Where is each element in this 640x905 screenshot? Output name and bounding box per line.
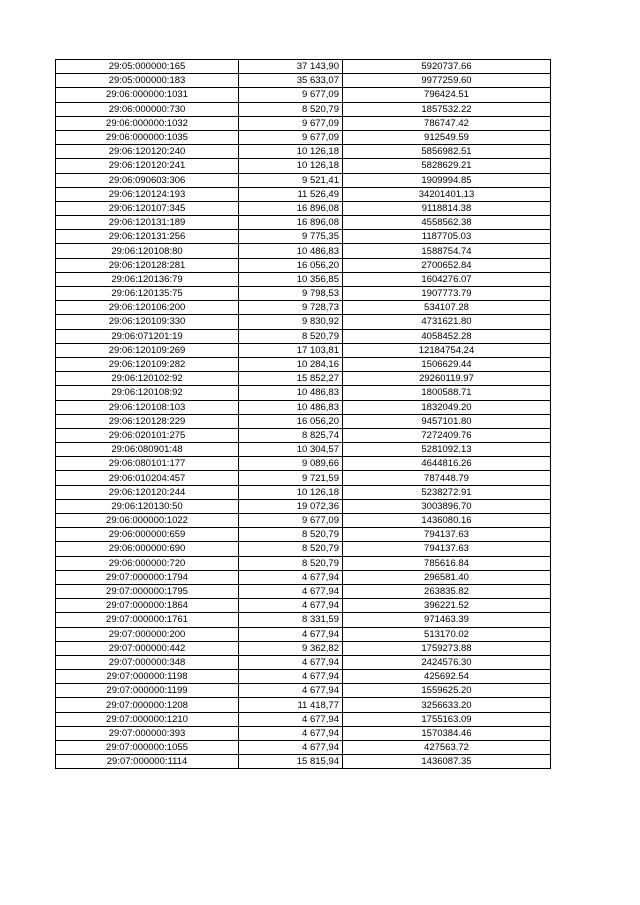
- table-row: [56, 528, 551, 542]
- cost-value-cell: 1857532.22: [343, 102, 551, 116]
- table-row: [56, 670, 551, 684]
- area-value-cell: 10 486,83: [239, 400, 343, 414]
- cadastral-number-cell: 29:06:000000:720: [56, 556, 239, 570]
- cost-value-cell: 4644816.26: [343, 457, 551, 471]
- cost-value-cell: 1800588.71: [343, 386, 551, 400]
- cadastral-number-cell: 29:06:010204:457: [56, 471, 239, 485]
- cadastral-number-cell: 29:06:120109:282: [56, 357, 239, 371]
- area-value-cell: 8 520,79: [239, 542, 343, 556]
- cost-value-cell: 427563.72: [343, 741, 551, 755]
- cost-value-cell: 396221.52: [343, 599, 551, 613]
- cost-value-cell: 1604276.07: [343, 272, 551, 286]
- area-value-cell: 10 356,85: [239, 272, 343, 286]
- cost-value-cell: 1907773.79: [343, 287, 551, 301]
- table-row: [56, 343, 551, 357]
- cadastral-number-cell: 29:06:080901:48: [56, 443, 239, 457]
- area-value-cell: 19 072,36: [239, 499, 343, 513]
- cost-value-cell: 971463.39: [343, 613, 551, 627]
- cost-value-cell: 1506629.44: [343, 357, 551, 371]
- table-row: [56, 542, 551, 556]
- cadastral-number-cell: 29:07:000000:442: [56, 641, 239, 655]
- area-value-cell: 10 486,83: [239, 244, 343, 258]
- table-row: [56, 301, 551, 315]
- cost-value-cell: 3003896.70: [343, 499, 551, 513]
- area-value-cell: 4 677,94: [239, 726, 343, 740]
- cadastral-number-cell: 29:06:120109:269: [56, 343, 239, 357]
- table-row: [56, 726, 551, 740]
- cost-value-cell: 4731621.80: [343, 315, 551, 329]
- table-row: [56, 357, 551, 371]
- area-value-cell: 10 126,18: [239, 485, 343, 499]
- cadastral-number-cell: 29:06:000000:1032: [56, 116, 239, 130]
- table-row: [56, 230, 551, 244]
- cost-value-cell: 534107.28: [343, 301, 551, 315]
- area-value-cell: 35 633,07: [239, 74, 343, 88]
- cadastral-number-cell: 29:06:000000:690: [56, 542, 239, 556]
- area-value-cell: 9 677,09: [239, 514, 343, 528]
- cost-value-cell: 263835.82: [343, 584, 551, 598]
- cost-value-cell: 1436080.16: [343, 514, 551, 528]
- area-value-cell: 9 677,09: [239, 88, 343, 102]
- area-value-cell: 8 825,74: [239, 428, 343, 442]
- table-row: [56, 159, 551, 173]
- cost-value-cell: 786747.42: [343, 116, 551, 130]
- cost-value-cell: 2700652.84: [343, 258, 551, 272]
- cadastral-number-cell: 29:06:071201:19: [56, 329, 239, 343]
- cadastral-number-cell: 29:06:090603:306: [56, 173, 239, 187]
- table-row: [56, 556, 551, 570]
- cost-value-cell: 4558562.38: [343, 216, 551, 230]
- cadastral-number-cell: 29:06:000000:730: [56, 102, 239, 116]
- area-value-cell: 4 677,94: [239, 712, 343, 726]
- area-value-cell: 9 830,92: [239, 315, 343, 329]
- cost-value-cell: 425692.54: [343, 670, 551, 684]
- cost-value-cell: 9118814.38: [343, 201, 551, 215]
- cost-value-cell: 12184754.24: [343, 343, 551, 357]
- cost-value-cell: 3256633.20: [343, 698, 551, 712]
- table-row: [56, 372, 551, 386]
- area-value-cell: 4 677,94: [239, 741, 343, 755]
- cadastral-number-cell: 29:06:120120:241: [56, 159, 239, 173]
- cost-value-cell: 785616.84: [343, 556, 551, 570]
- cost-value-cell: 1187705.03: [343, 230, 551, 244]
- table-row: [56, 145, 551, 159]
- table-row: [56, 74, 551, 88]
- cost-value-cell: 796424.51: [343, 88, 551, 102]
- cadastral-number-cell: 29:07:000000:1208: [56, 698, 239, 712]
- cost-value-cell: 1909994.85: [343, 173, 551, 187]
- data-table: [55, 59, 551, 769]
- cost-value-cell: 29260119.97: [343, 372, 551, 386]
- cost-value-cell: 5920737.66: [343, 60, 551, 74]
- cost-value-cell: 1570384.46: [343, 726, 551, 740]
- area-value-cell: 4 677,94: [239, 684, 343, 698]
- cadastral-number-cell: 29:07:000000:1864: [56, 599, 239, 613]
- area-value-cell: 16 056,20: [239, 258, 343, 272]
- area-value-cell: 8 520,79: [239, 556, 343, 570]
- cost-value-cell: 912549.59: [343, 130, 551, 144]
- area-value-cell: 17 103,81: [239, 343, 343, 357]
- cadastral-number-cell: 29:06:120120:244: [56, 485, 239, 499]
- table-row: [56, 684, 551, 698]
- cadastral-number-cell: 29:06:120106:200: [56, 301, 239, 315]
- table-row: [56, 187, 551, 201]
- cadastral-number-cell: 29:07:000000:200: [56, 627, 239, 641]
- table-row: [56, 173, 551, 187]
- area-value-cell: 9 362,82: [239, 641, 343, 655]
- area-value-cell: 4 677,94: [239, 627, 343, 641]
- cadastral-number-cell: 29:06:120128:229: [56, 414, 239, 428]
- cadastral-number-cell: 29:06:120128:281: [56, 258, 239, 272]
- cadastral-number-cell: 29:07:000000:1794: [56, 570, 239, 584]
- cadastral-number-cell: 29:07:000000:1795: [56, 584, 239, 598]
- table-row: [56, 60, 551, 74]
- cost-value-cell: 1559625.20: [343, 684, 551, 698]
- table-row: [56, 755, 551, 769]
- cost-value-cell: 1755163.09: [343, 712, 551, 726]
- table-row: [56, 599, 551, 613]
- table-row: [56, 514, 551, 528]
- table-row: [56, 655, 551, 669]
- table-row: [56, 471, 551, 485]
- cadastral-number-cell: 29:06:120108:92: [56, 386, 239, 400]
- cost-value-cell: 2424576.30: [343, 655, 551, 669]
- area-value-cell: 9 521,41: [239, 173, 343, 187]
- cadastral-number-cell: 29:06:000000:1035: [56, 130, 239, 144]
- area-value-cell: 4 677,94: [239, 599, 343, 613]
- area-value-cell: 15 852,27: [239, 372, 343, 386]
- area-value-cell: 8 520,79: [239, 102, 343, 116]
- cost-value-cell: 794137.63: [343, 528, 551, 542]
- cadastral-number-cell: 29:07:000000:1761: [56, 613, 239, 627]
- area-value-cell: 9 677,09: [239, 116, 343, 130]
- area-value-cell: 15 815,94: [239, 755, 343, 769]
- table-row: [56, 386, 551, 400]
- table-row: [56, 741, 551, 755]
- cadastral-number-cell: 29:07:000000:1210: [56, 712, 239, 726]
- cadastral-number-cell: 29:06:020101:275: [56, 428, 239, 442]
- cadastral-number-cell: 29:06:120135:75: [56, 287, 239, 301]
- cost-value-cell: 34201401.13: [343, 187, 551, 201]
- area-value-cell: 11 418,77: [239, 698, 343, 712]
- table-row: [56, 244, 551, 258]
- table-row: [56, 570, 551, 584]
- cadastral-number-cell: 29:07:000000:348: [56, 655, 239, 669]
- cadastral-number-cell: 29:06:080101:177: [56, 457, 239, 471]
- cadastral-number-cell: 29:06:120108:80: [56, 244, 239, 258]
- cost-value-cell: 787448.79: [343, 471, 551, 485]
- table-row: [56, 88, 551, 102]
- area-value-cell: 11 526,49: [239, 187, 343, 201]
- area-value-cell: 4 677,94: [239, 584, 343, 598]
- cadastral-number-cell: 29:06:120120:240: [56, 145, 239, 159]
- table-row: [56, 414, 551, 428]
- cadastral-number-cell: 29:06:000000:659: [56, 528, 239, 542]
- cost-value-cell: 4058452.28: [343, 329, 551, 343]
- table-row: [56, 102, 551, 116]
- area-value-cell: 10 486,83: [239, 386, 343, 400]
- table-row: [56, 613, 551, 627]
- cadastral-number-cell: 29:07:000000:1114: [56, 755, 239, 769]
- table-body: [56, 60, 551, 769]
- area-value-cell: 9 798,53: [239, 287, 343, 301]
- table-row: [56, 216, 551, 230]
- table-row: [56, 698, 551, 712]
- cadastral-number-cell: 29:06:120102:92: [56, 372, 239, 386]
- table-row: [56, 315, 551, 329]
- cadastral-number-cell: 29:06:120130:50: [56, 499, 239, 513]
- area-value-cell: 9 775,35: [239, 230, 343, 244]
- cadastral-number-cell: 29:06:120108:103: [56, 400, 239, 414]
- cadastral-number-cell: 29:06:120107:345: [56, 201, 239, 215]
- table-row: [56, 627, 551, 641]
- cost-value-cell: 1759273.88: [343, 641, 551, 655]
- area-value-cell: 16 896,08: [239, 201, 343, 215]
- cost-value-cell: 296581.40: [343, 570, 551, 584]
- area-value-cell: 9 728,73: [239, 301, 343, 315]
- area-value-cell: 4 677,94: [239, 655, 343, 669]
- area-value-cell: 16 056,20: [239, 414, 343, 428]
- cadastral-number-cell: 29:06:000000:1031: [56, 88, 239, 102]
- area-value-cell: 4 677,94: [239, 570, 343, 584]
- cost-value-cell: 1436087.35: [343, 755, 551, 769]
- cadastral-number-cell: 29:07:000000:1198: [56, 670, 239, 684]
- table-row: [56, 329, 551, 343]
- area-value-cell: 10 284,16: [239, 357, 343, 371]
- table-row: [56, 400, 551, 414]
- cadastral-number-cell: 29:06:120136:79: [56, 272, 239, 286]
- table-row: [56, 485, 551, 499]
- cost-value-cell: 7272409.76: [343, 428, 551, 442]
- area-value-cell: 10 126,18: [239, 159, 343, 173]
- cost-value-cell: 9977259.60: [343, 74, 551, 88]
- cadastral-number-cell: 29:07:000000:1199: [56, 684, 239, 698]
- table-row: [56, 287, 551, 301]
- table-row: [56, 428, 551, 442]
- cost-value-cell: 1832049.20: [343, 400, 551, 414]
- cost-value-cell: 5238272.91: [343, 485, 551, 499]
- table-row: [56, 712, 551, 726]
- cadastral-number-cell: 29:05:000000:165: [56, 60, 239, 74]
- area-value-cell: 10 304,57: [239, 443, 343, 457]
- cost-value-cell: 9457101.80: [343, 414, 551, 428]
- table-row: [56, 443, 551, 457]
- cadastral-number-cell: 29:06:120131:189: [56, 216, 239, 230]
- table-row: [56, 641, 551, 655]
- cost-value-cell: 513170.02: [343, 627, 551, 641]
- area-value-cell: 9 677,09: [239, 130, 343, 144]
- cost-value-cell: 794137.63: [343, 542, 551, 556]
- area-value-cell: 8 520,79: [239, 329, 343, 343]
- area-value-cell: 37 143,90: [239, 60, 343, 74]
- cadastral-number-cell: 29:06:120124:193: [56, 187, 239, 201]
- area-value-cell: 9 721,59: [239, 471, 343, 485]
- table-row: [56, 457, 551, 471]
- cost-value-cell: 5828629.21: [343, 159, 551, 173]
- table-row: [56, 258, 551, 272]
- cadastral-number-cell: 29:07:000000:1055: [56, 741, 239, 755]
- cost-value-cell: 1588754.74: [343, 244, 551, 258]
- table-row: [56, 584, 551, 598]
- table-row: [56, 116, 551, 130]
- area-value-cell: 16 896,08: [239, 216, 343, 230]
- area-value-cell: 10 126,18: [239, 145, 343, 159]
- cost-value-cell: 5281092.13: [343, 443, 551, 457]
- cadastral-number-cell: 29:07:000000:393: [56, 726, 239, 740]
- area-value-cell: 9 089,66: [239, 457, 343, 471]
- cadastral-number-cell: 29:06:120109:330: [56, 315, 239, 329]
- area-value-cell: 4 677,94: [239, 670, 343, 684]
- table-row: [56, 201, 551, 215]
- area-value-cell: 8 331,59: [239, 613, 343, 627]
- area-value-cell: 8 520,79: [239, 528, 343, 542]
- table-row: [56, 272, 551, 286]
- cadastral-number-cell: 29:06:000000:1022: [56, 514, 239, 528]
- cadastral-number-cell: 29:05:000000:183: [56, 74, 239, 88]
- table-row: [56, 130, 551, 144]
- cost-value-cell: 5856982.51: [343, 145, 551, 159]
- cadastral-number-cell: 29:06:120131:256: [56, 230, 239, 244]
- table-row: [56, 499, 551, 513]
